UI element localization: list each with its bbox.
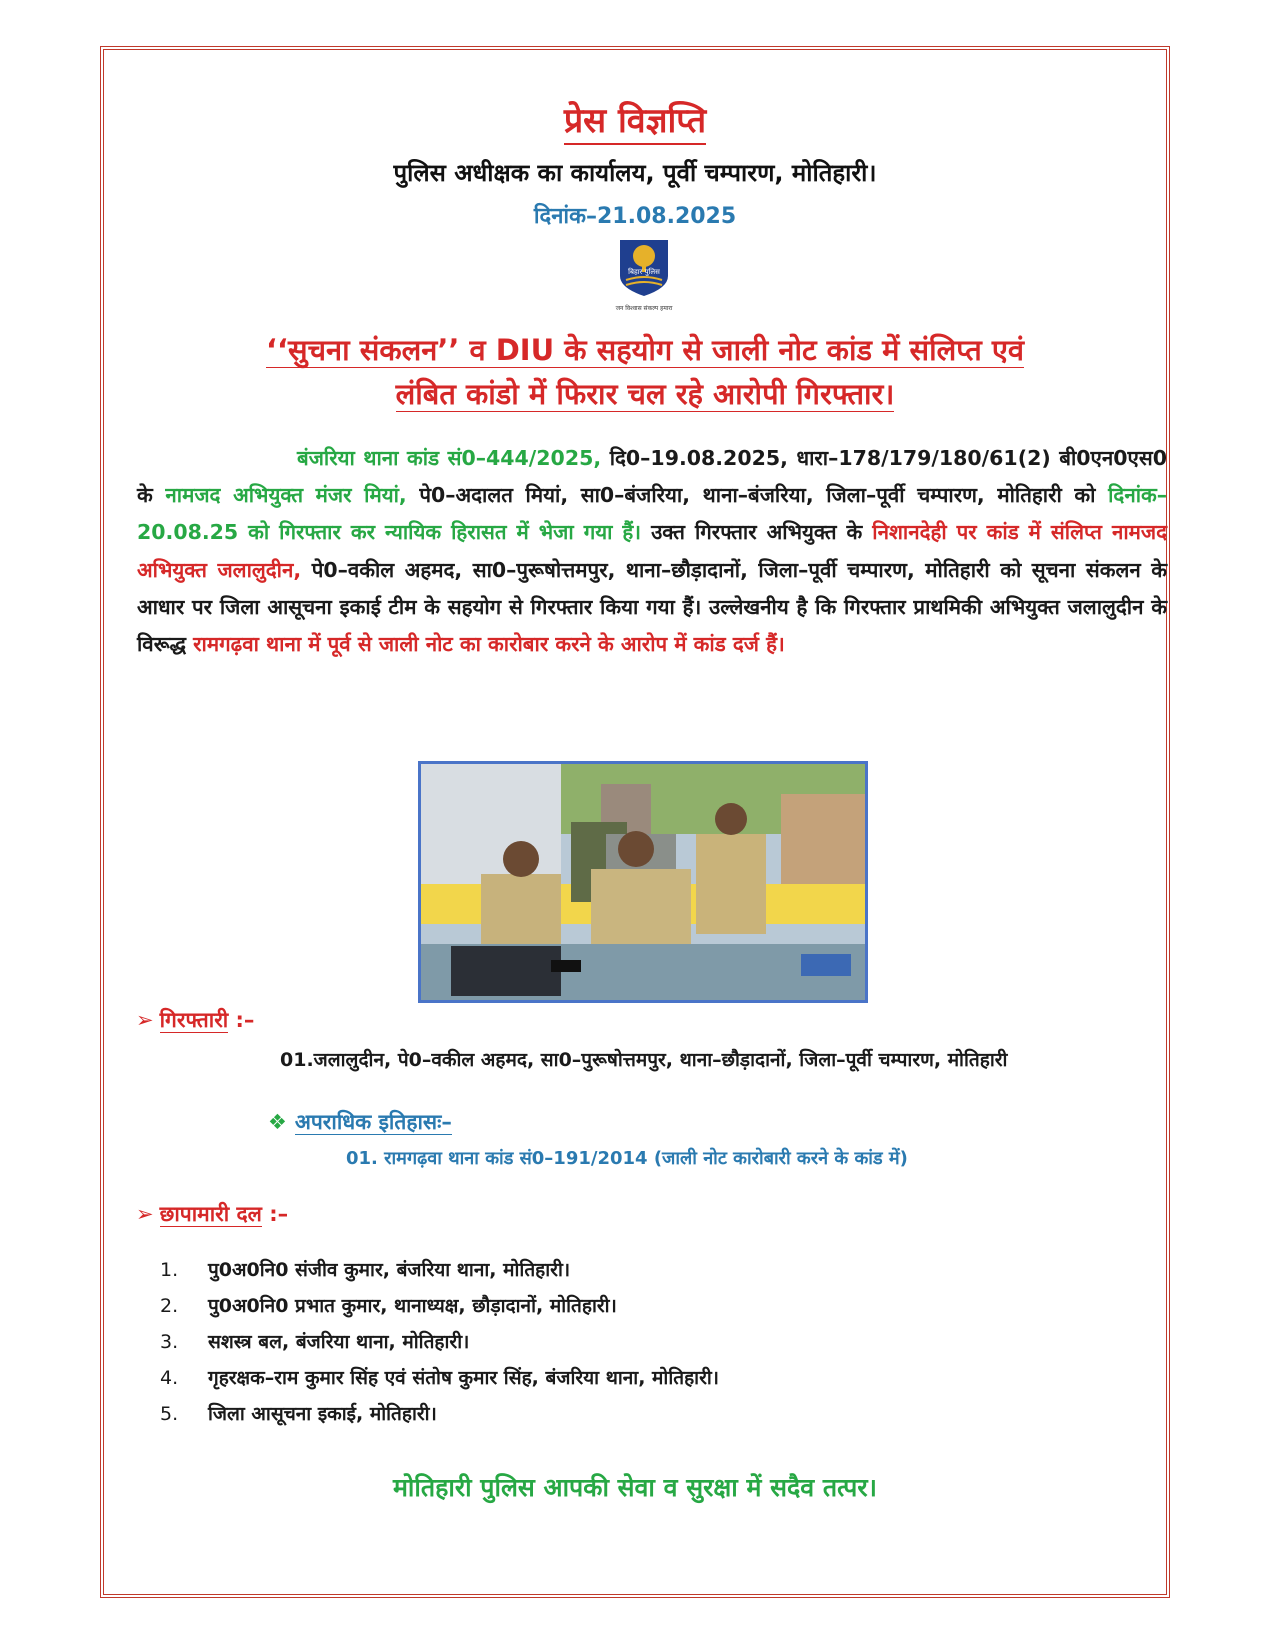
arrest-date-note: दिनांक–20.08.25 को गिरफ्तार कर न्यायिक हिरासत में भेजा गया हैं। xyxy=(137,483,1168,545)
arrow-right-icon: ➢ xyxy=(136,1008,154,1032)
accused-1: नामजद अभियुक्त मंजर मियां, xyxy=(165,483,407,508)
logo-text: बिहार पुलिस xyxy=(628,268,660,276)
diamond-bullet-icon: ❖ xyxy=(268,1110,287,1134)
criminal-history-item: 01. रामगढ़वा थाना कांड सं0–191/2014 (जाली नोट कारोबारी करने के कांड में) xyxy=(346,1148,908,1169)
release-date: दिनांक–21.08.2025 xyxy=(533,204,737,229)
footer-slogan: मोतिहारी पुलिस आपकी सेवा व सुरक्षा में सदैव तत्पर। xyxy=(392,1473,878,1502)
arrest-heading: ➢ गिरफ्तारी :– xyxy=(136,1008,255,1032)
press-release-title: प्रेस विज्ञप्ति xyxy=(100,96,1170,142)
headline-line-1: ‘‘सुचना संकलन’’ व DIU के सहयोग से जाली नोट कांड में संलिप्त एवं xyxy=(265,333,1024,367)
raid-team-heading: ➢ छापामारी दल :– xyxy=(136,1202,289,1226)
case-note: रामगढ़वा थाना में पूर्व से जाली नोट का कारोबार करने के आरोप में कांड दर्ज हैं। xyxy=(193,632,785,657)
headline-line-2: लंबित कांडो में फिरार चल रहे आरोपी गिरफ्तार। xyxy=(395,377,895,411)
logo-tagline: जन विश्वास संकल्प हमारा xyxy=(615,305,673,312)
list-item: 1. पु0अ0नि0 संजीव कुमार, बंजरिया थाना, मोतिहारी। xyxy=(160,1259,571,1281)
office-name: पुलिस अधीक्षक का कार्यालय, पूर्वी चम्पारण, मोतिहारी। xyxy=(393,159,877,187)
list-item: 4. गृहरक्षक–राम कुमार सिंह एवं संतोष कुमार सिंह, बंजरिया थाना, मोतिहारी। xyxy=(160,1367,719,1389)
raid-team-list xyxy=(160,1252,719,1432)
accused-2: निशानदेही पर कांड में संलिप्त नामजद अभियुक्त जलालुदीन, xyxy=(137,520,1167,582)
criminal-history-heading: ❖ अपराधिक इतिहासः– xyxy=(268,1110,452,1134)
bihar-police-logo xyxy=(598,236,690,314)
arrest-photo xyxy=(418,761,868,1003)
arrest-item: 01.जलालुदीन, पे0–वकील अहमद, सा0–पुरूषोत्तमपुर, थाना–छौड़ादानों, जिला–पूर्वी चम्पारण, मोतिहारी xyxy=(280,1049,1008,1071)
main-paragraph: बंजरिया थाना कांड सं0–444/2025, दि0–19.08.2025, धारा–178/179/180/61(2) बी0एन0एस0 के नामजद अभियुक्त मंजर मियां, पे0–अदालत मियां, सा0–बंजरिया, थाना–बंजरिया, जिला–पूर्वी चम्पारण, मोतिहारी को दिनांक–20.08.25 को गिरफ्तार कर न्यायिक हिरासत में भेजा गया हैं। उक्त गिरफ्तार अभियुक्त के निशानदेही पर कांड में संलिप्त नामजद अभियुक्त जलालुदीन, पे0–वकील अहमद, सा0–पुरूषोत्तमपुर, थाना–छौड़ादानों, जिला–पूर्वी चम्पारण, मोतिहारी को सूचना संकलन के आधार पर जिला आसूचना इकाई टीम के सहयोग से गिरफ्तार किया गया हैं। उल्लेखनीय है कि गिरफ्तार प्राथमिकी अभियुक्त जलालुदीन के विरूद्ध रामगढ़वा थाना में पूर्व से जाली नोट का कारोबार करने के आरोप में कांड दर्ज हैं। xyxy=(137,446,1168,657)
list-item: 2. पु0अ0नि0 प्रभात कुमार, थानाध्यक्ष, छौड़ादानों, मोतिहारी। xyxy=(160,1295,617,1317)
list-item: 5. जिला आसूचना इकाई, मोतिहारी। xyxy=(160,1403,437,1425)
arrow-right-icon: ➢ xyxy=(136,1202,154,1226)
list-item: 3. सशस्त्र बल, बंजरिया थाना, मोतिहारी। xyxy=(160,1331,470,1353)
case-number: बंजरिया थाना कांड सं0–444/2025, xyxy=(297,446,602,470)
